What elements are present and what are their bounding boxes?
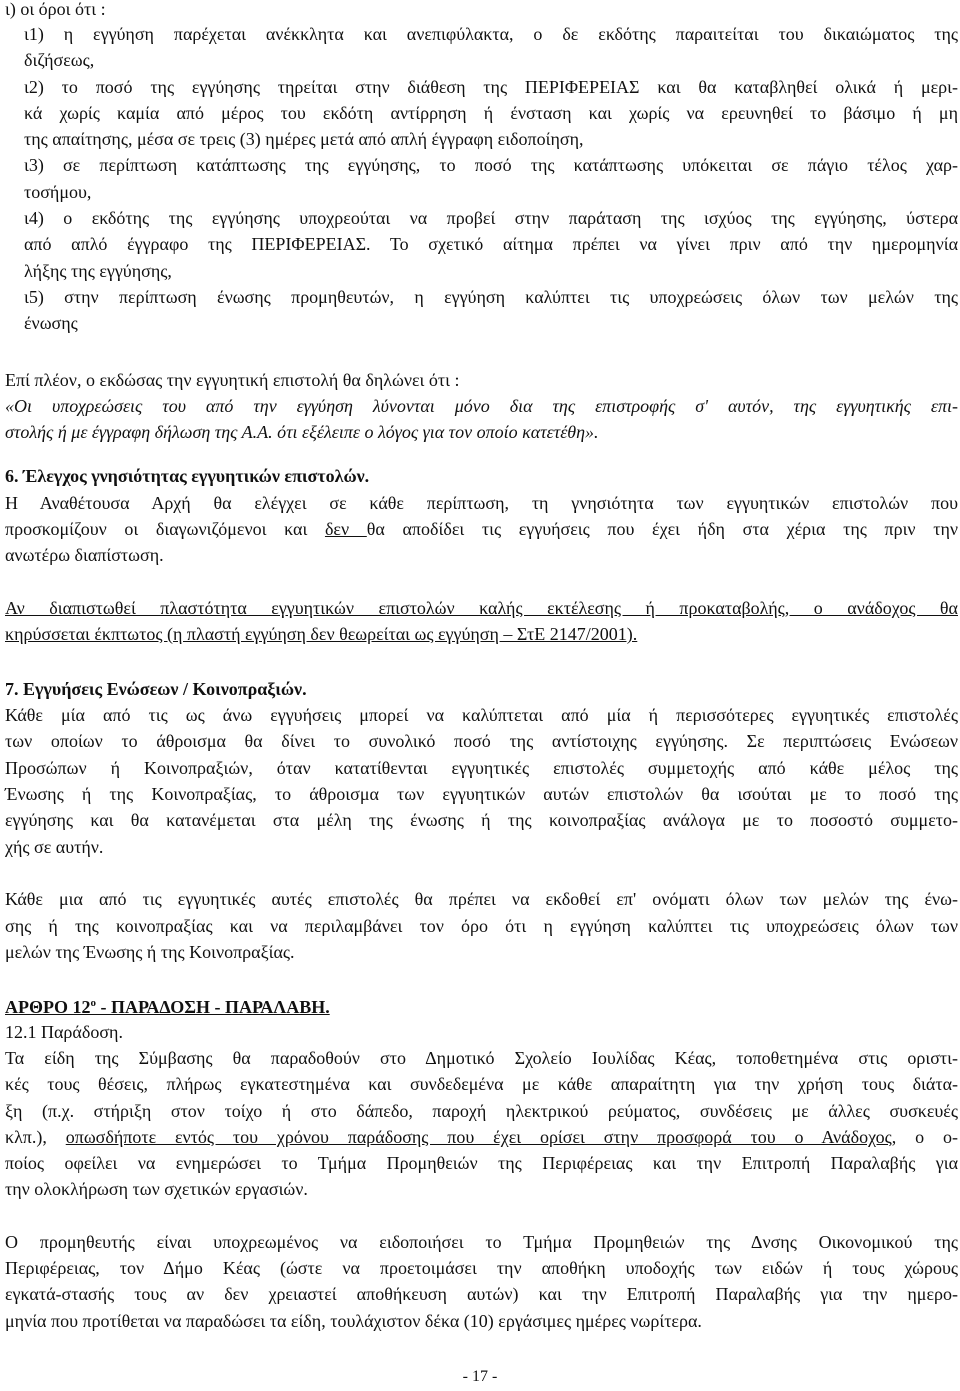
article-12-paragraph-line: ποίος οφείλει να ενημερώσει το Τμήμα Προμηθειών της Περιφέρειας και την Επιτροπή Παραλαβής για <box>5 1153 958 1173</box>
article-12-paragraph-line: Ο προμηθευτής είναι υποχρεωμένος να ειδοποιήσει το Τμήμα Προμηθειών της Δνσης Οικονομικού της <box>5 1232 958 1252</box>
article-12-heading <box>5 995 330 1019</box>
term-i5-line: ένωσης <box>24 313 78 333</box>
term-i4-line: από απλό έγγραφο της ΠΕΡΙΦΕΡΕΙΑΣ. Το σχετικό αίτημα πρέπει να γίνει πριν από την ημερομηνία <box>24 234 958 254</box>
section-6-paragraph-line: Η Αναθέτουσα Αρχή θα ελέγχει σε κάθε περίπτωση, τη γνησιότητα των εγγυητικών επιστολών που <box>5 493 958 513</box>
term-i1-line: διζήσεως, <box>24 50 95 70</box>
article-12-paragraph-line: κές τους θέσεις, πλήρως εγκατεστημένα και συνδεδεμένα με κάθε απαραίτητη για την χρήση τους διάτα- <box>5 1074 958 1094</box>
section-6-paragraph-line: ανωτέρω διαπίστωση. <box>5 545 164 565</box>
section-7-paragraph-line: Κάθε μια από τις εγγυητικές αυτές επιστολές θα πρέπει να εκδοθεί επ' ονόματι όλων των μελών της ένω- <box>5 889 958 909</box>
heading-text: ΑΡΘΡΟ 12 <box>5 997 91 1017</box>
underlined-text: δεν <box>324 519 367 539</box>
section-7-paragraph-line: Κάθε μία από τις ως άνω εγγυήσεις μπορεί να καλύπτεται από μία ή περισσότερες εγγυητικές επιστολές <box>5 705 958 725</box>
term-i2-line: της απαίτησης, μέσα σε τρεις (3) ημέρες μετά από απλή έγγραφη ειδοποίηση, <box>24 129 584 149</box>
underlined-text: οπωσδήποτε εντός του χρόνου παράδοσης που έχει ορίσει στην προσφορά του ο Ανάδοχος <box>65 1127 892 1147</box>
article-12-paragraph-line <box>5 1125 958 1149</box>
article-12-paragraph-line: την ολοκλήρωση των σχετικών εργασιών. <box>5 1179 308 1199</box>
section-6-heading: 6. Έλεγχος γνησιότητας εγγυητικών επιστολών. <box>5 466 370 486</box>
section-7-paragraph-line: Προσώπων ή Κοινοπραξιών, όταν κατατίθενται εγγυητικές επιστολές συμμετοχής από κάθε μέλος της <box>5 758 958 778</box>
article-12-paragraph-line: μηνία που προτίθεται να παραδώσει τα είδη, τουλάχιστον δέκα (10) εργάσιμες ημέρες νωρίτερα. <box>5 1311 702 1331</box>
text-run: κλπ.), <box>5 1127 66 1147</box>
page-number: - 17 - <box>462 1368 498 1385</box>
section-7-paragraph-line: σης ή της κοινοπραξίας και να περιλαμβάνει τον όρο ότι η εγγύηση καλύπτει τις υποχρεώσεις όλων των <box>5 916 958 936</box>
article-12-paragraph-line: Περιφέρειας, τον Δήμο Κέας (ώστε να προετοιμάσει την αποθήκη υποδοχής των ειδών ή τους χώρους <box>5 1258 958 1278</box>
forgery-warning-line: Αν διαπιστωθεί πλαστότητα εγγυητικών επιστολών καλής εκτέλεσης ή προκαταβολής, ο ανάδοχος θα <box>5 598 958 618</box>
heading-text: - ΠΑΡΑΔΟΣΗ - ΠΑΡΑΛΑΒΗ. <box>96 997 330 1017</box>
term-i5-line: ι5) στην περίπτωση ένωσης προμηθευτών, η εγγύηση καλύπτει τις υποχρεώσεις όλων των μελών της <box>24 287 958 307</box>
subsection-12-1-title: 12.1 Παράδοση. <box>5 1022 123 1042</box>
article-12-paragraph-line: εγκατά-στασής τους αν δεν χρειαστεί αποθήκευση αυτών) και την Επιτροπή Παραλαβής για την ημερο- <box>5 1284 958 1304</box>
heading-superscript: ο <box>90 997 96 1009</box>
terms-intro: ι) οι όροι ότι : <box>5 0 106 19</box>
term-i2-line: κά χωρίς καμία από μέρος του εκδότη αντίρρηση ή ένσταση και χωρίς να ερευνηθεί το βάσιμο ή μη <box>24 103 958 123</box>
term-i2-line: ι2) το ποσό της εγγύησης τηρείται στην διάθεση της ΠΕΡΙΦΕΡΕΙΑΣ και θα καταβληθεί ολικά ή μερι- <box>24 77 958 97</box>
term-i4-line: λήξης της εγγύησης, <box>24 261 172 281</box>
text-run: , ο ο- <box>891 1127 958 1147</box>
section-7-paragraph-line: εγγύησης και θα κατανέμεται στα μέλη της ένωσης ή της κοινοπραξίας ανάλογα με το ποσοστό συμμετο- <box>5 810 958 830</box>
section-7-paragraph-line: των οποίων το άθροισμα θα δίνει το συνολικό ποσό της αντίστοιχης εγγύησης. Σε περιπτώσεις Ενώσεων <box>5 731 958 751</box>
text-run: προσκομίζουν οι διαγωνιζόμενοι και <box>5 519 325 539</box>
section-7-paragraph-line: Ένωσης ή της Κοινοπραξίας, το άθροισμα των εγγυητικών αυτών επιστολών θα ισούται με το ποσό της <box>5 784 958 804</box>
article-12-paragraph-line: ξη (π.χ. στήριξη στον τοίχο ή στο δάπεδο, παροχή ηλεκτρικού ρεύματος, συνδέσεις με άλλες συσκευές <box>5 1101 958 1121</box>
section-6-paragraph-line <box>5 517 958 541</box>
term-i3-line: τοσήμου, <box>24 182 92 202</box>
declaration-quote-line: «Οι υποχρεώσεις του από την εγγύηση λύνονται μόνο δια της επιστροφής σ' αυτόν, της εγγυητικής επι- <box>5 396 958 416</box>
term-i1-line: ι1) η εγγύηση παρέχεται ανέκκλητα και ανεπιφύλακτα, ο δε εκδότης παραιτείται του δικαιώματος της <box>24 24 958 44</box>
section-7-heading: 7. Εγγυήσεις Ενώσεων / Κοινοπραξιών. <box>5 679 307 699</box>
article-12-paragraph-line: Τα είδη της Σύμβασης θα παραδοθούν στο Δημοτικό Σχολείο Ιουλίδας Κέας, τοποθετημένα στις οριστι- <box>5 1048 958 1068</box>
forgery-warning-line: κηρύσσεται έκπτωτος (η πλαστή εγγύηση δεν θεωρείται ως εγγύηση – ΣτΕ 2147/2001). <box>5 624 638 644</box>
section-7-paragraph-line: μελών της Ένωσης ή της Κοινοπραξίας. <box>5 942 295 962</box>
declaration-intro: Επί πλέον, ο εκδώσας την εγγυητική επιστολή θα δηλώνει ότι : <box>5 370 460 390</box>
term-i3-line: ι3) σε περίπτωση κατάπτωσης της εγγύησης, το ποσό της κατάπτωσης υπόκειται σε πάγιο τέλος χαρ- <box>24 155 958 175</box>
term-i4-line: ι4) ο εκδότης της εγγύησης υποχρεούται να προβεί στην παράταση της ισχύος της εγγύησης, ύστερα <box>24 208 958 228</box>
declaration-quote-line: στολής ή με έγγραφη δήλωση της Α.Α. ότι εξέλειπε ο λόγος για τον οποίο κατετέθη». <box>5 422 599 442</box>
text-run: θα αποδίδει τις εγγυήσεις που έχει ήδη στα χέρια της πριν την <box>366 519 959 539</box>
section-7-paragraph-line: χής σε αυτήν. <box>5 837 104 857</box>
